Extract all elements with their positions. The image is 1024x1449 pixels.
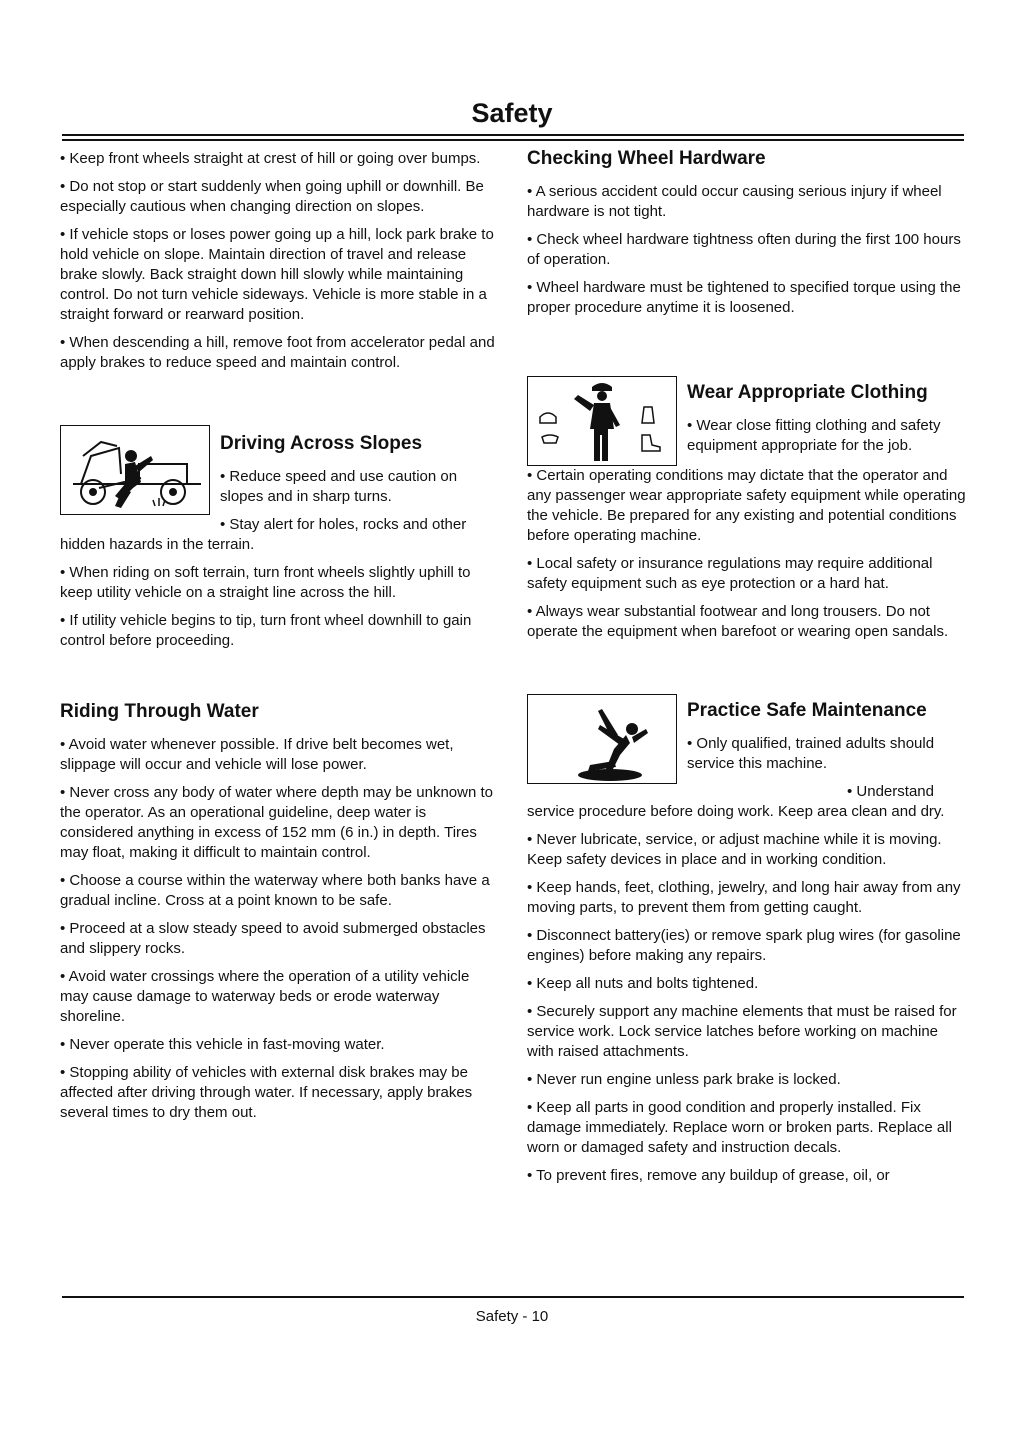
section-heading: Riding Through Water	[60, 701, 259, 722]
section-heading: Checking Wheel Hardware	[527, 148, 766, 169]
maintenance-item: • Never lubricate, service, or adjust machine while it is moving. Keep safety devices in place and in working condition.	[527, 831, 942, 868]
water-item: • Avoid water crossings where the operation of a utility vehicle may cause damage to waterway beds or erode waterway shoreline.	[60, 968, 470, 1025]
slopes-item: • When riding on soft terrain, turn front wheels slightly uphill to keep utility vehicle on a straight line across the hill.	[60, 564, 471, 601]
title-rule-top	[62, 134, 964, 136]
page-title: Safety	[471, 98, 553, 128]
clothing-item: • Always wear substantial footwear and long trousers. Do not operate the equipment when barefoot or wearing open sandals.	[527, 603, 949, 640]
wheel-item: • Wheel hardware must be tightened to specified torque using the proper procedure anytime it is loosened.	[527, 279, 961, 316]
page-number: Safety - 10	[475, 1308, 549, 1325]
utility-vehicle-tipping-icon	[60, 425, 210, 515]
riding-through-water-section	[60, 701, 500, 1123]
left-column	[60, 149, 500, 1131]
water-item: • Never cross any body of water where depth may be unknown to the operator. As an operational guideline, deep water is considered anything in excess of 152 mm (6 in.) in depth. Tires may float, making it difficult to maintain control.	[60, 784, 493, 861]
intro-item: • Do not stop or start suddenly when going uphill or downhill. Be especially cautious when changing direction on slopes.	[60, 178, 484, 215]
wheel-item: • Check wheel hardware tightness often during the first 100 hours of operation.	[527, 231, 961, 268]
slipping-person-icon	[527, 694, 677, 784]
section-heading: Wear Appropriate Clothing	[687, 382, 928, 403]
slopes-item: • Stay alert for holes, rocks and other hidden hazards in the terrain.	[60, 516, 467, 553]
protective-clothing-icon	[527, 376, 677, 466]
water-item: • Never operate this vehicle in fast-moving water.	[60, 1036, 385, 1053]
slopes-item: • Reduce speed and use caution on slopes and in sharp turns.	[220, 468, 458, 505]
driving-across-slopes-section	[60, 425, 500, 651]
maintenance-item: • Keep all parts in good condition and properly installed. Fix damage immediately. Replace worn or broken parts. Replace all worn or damaged safety and instruction decals.	[527, 1099, 952, 1156]
title-rule-bottom	[62, 139, 964, 141]
water-item: • Avoid water whenever possible. If drive belt becomes wet, slippage will occur and vehicle will lose power.	[60, 736, 454, 773]
section-heading: Practice Safe Maintenance	[687, 700, 927, 721]
water-item: • Stopping ability of vehicles with external disk brakes may be affected after driving through water. If necessary, apply brakes several times to dry them out.	[60, 1064, 473, 1121]
maintenance-item: • Securely support any machine elements that must be raised for service work. Lock service latches before working on machine with raised attachments.	[527, 1003, 957, 1060]
right-column	[527, 148, 967, 1194]
clothing-item: • Certain operating conditions may dictate that the operator and any passenger wear appropriate safety equipment while operating the vehicle. Be prepared for any existing and potential conditions before operating machine.	[527, 467, 966, 544]
section-heading: Driving Across Slopes	[220, 433, 423, 454]
water-item: • Proceed at a slow steady speed to avoid submerged obstacles and slippery rocks.	[60, 920, 486, 957]
maintenance-item: • Disconnect battery(ies) or remove spark plug wires (for gasoline engines) before making any repairs.	[527, 927, 961, 964]
checking-wheel-hardware-section	[527, 148, 967, 318]
water-item: • Choose a course within the waterway where both banks have a gradual incline. Cross at a point known to be safe.	[60, 872, 490, 909]
maintenance-item: • Keep all nuts and bolts tightened.	[527, 975, 759, 992]
footer-rule	[62, 1296, 964, 1298]
wheel-item: • A serious accident could occur causing serious injury if wheel hardware is not tight.	[527, 183, 942, 220]
clothing-item: • Wear close fitting clothing and safety equipment appropriate for the job.	[687, 417, 941, 454]
slopes-item: • If utility vehicle begins to tip, turn front wheel downhill to gain control before proceeding.	[60, 612, 472, 649]
intro-item: • Keep front wheels straight at crest of hill or going over bumps.	[60, 150, 481, 167]
practice-safe-maintenance-section	[527, 694, 967, 1186]
intro-item: • When descending a hill, remove foot from accelerator pedal and apply brakes to reduce speed and maintain control.	[60, 334, 495, 371]
maintenance-item: • Understand service procedure before doing work. Keep area clean and dry.	[527, 783, 945, 820]
maintenance-item: • Keep hands, feet, clothing, jewelry, and long hair away from any moving parts, to prevent them from getting caught.	[527, 879, 961, 916]
maintenance-item: • Never run engine unless park brake is locked.	[527, 1071, 841, 1088]
clothing-item: • Local safety or insurance regulations may require additional safety equipment such as eye protection or a hard hat.	[527, 555, 933, 592]
maintenance-item: • Only qualified, trained adults should service this machine.	[687, 735, 935, 772]
intro-item: • If vehicle stops or loses power going up a hill, lock park brake to hold vehicle on slope. Maintain direction of travel and release brake slowly. Back straight down hill slowly while maintaining control. Do not turn vehicle sideways. Vehicle is more stable in a straight forward or rearward position.	[60, 226, 494, 323]
wear-appropriate-clothing-section	[527, 376, 967, 642]
maintenance-item: • To prevent fires, remove any buildup of grease, oil, or	[527, 1167, 890, 1184]
